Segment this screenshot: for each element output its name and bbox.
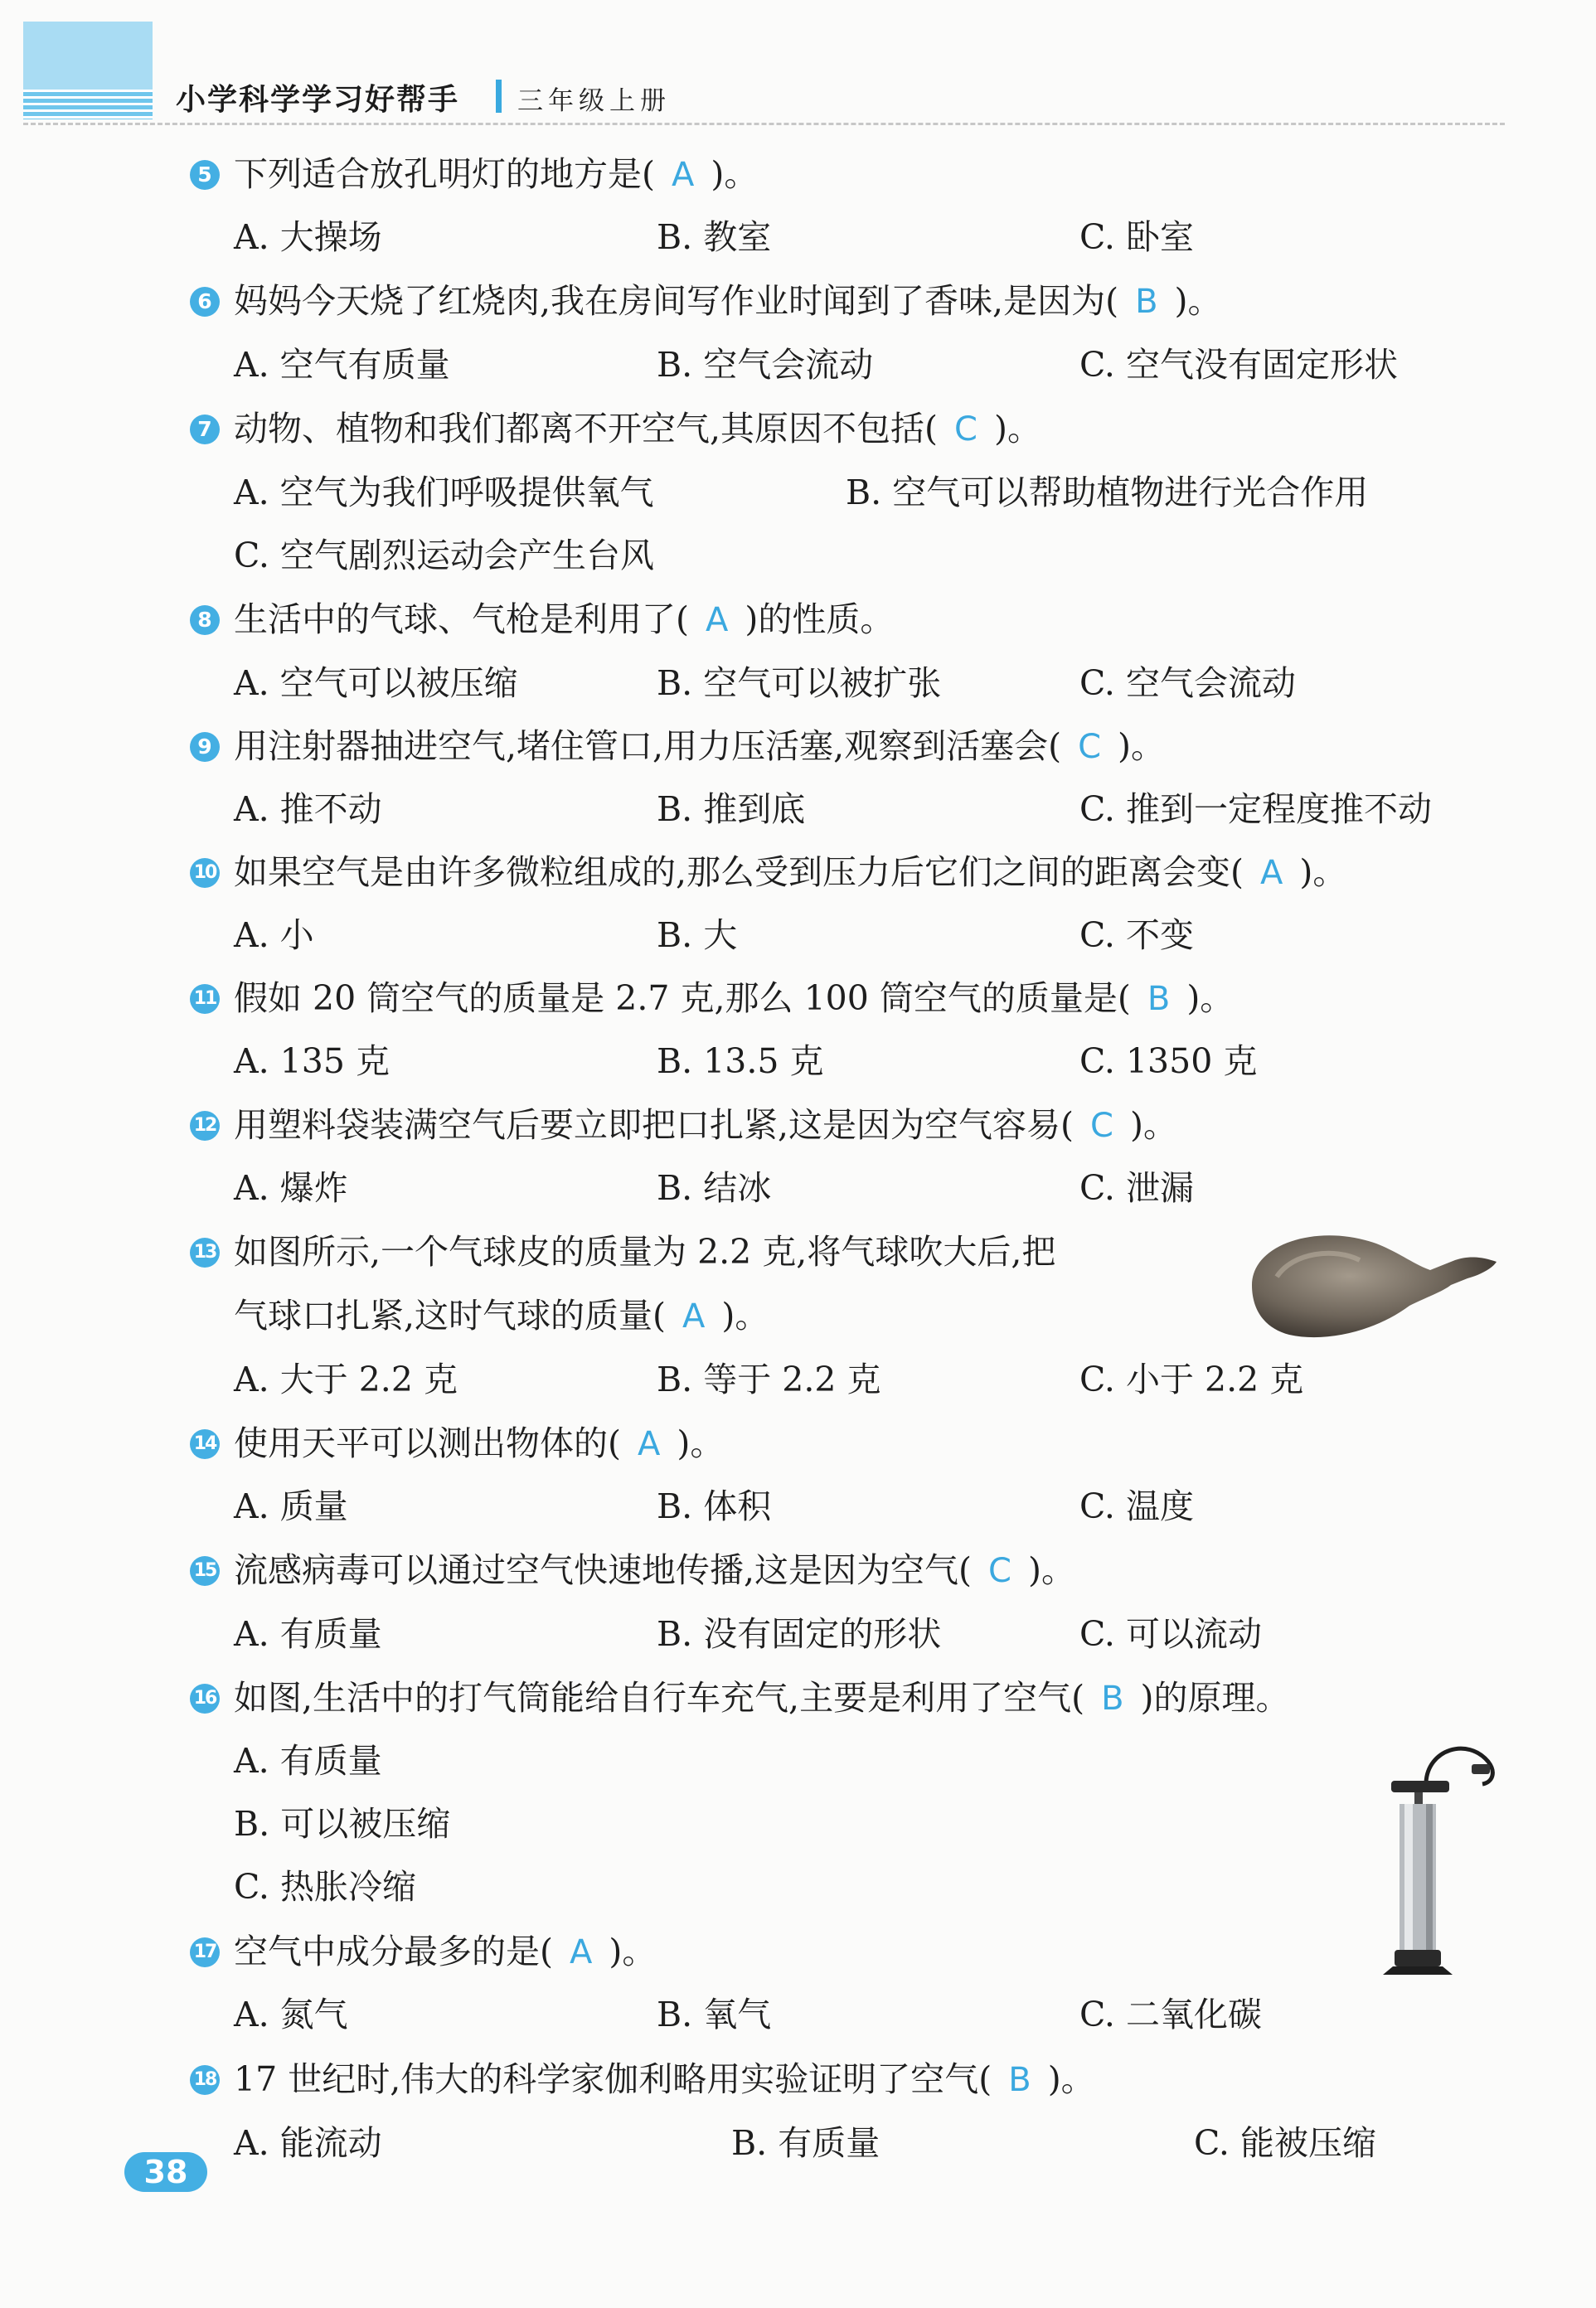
question-number: 8 [190, 605, 220, 635]
question-number: 12 [190, 1111, 220, 1141]
option: C. 温度 [1079, 1486, 1194, 1526]
question-10: 10 如果空气是由许多微粒组成的,那么受到压力后它们之间的距离会变( A )。 [0, 846, 1596, 899]
options-7-cont [0, 529, 1596, 582]
answer: A [570, 1933, 593, 1971]
answer: A [682, 1297, 706, 1336]
option: C. 卧室 [1079, 217, 1194, 257]
option: C. 可以流动 [1079, 1614, 1262, 1654]
question-15: 15 流感病毒可以通过空气快速地传播,这是因为空气( C )。 [0, 1544, 1596, 1597]
options-12 [0, 1161, 1596, 1215]
question-11: 11 假如 20 筒空气的质量是 2.7 克,那么 100 筒空气的质量是( B )。 [0, 972, 1596, 1025]
answer: A [638, 1425, 661, 1463]
option: C. 推到一定程度推不动 [1079, 789, 1432, 829]
book-subtitle: 三年级上册 [517, 86, 671, 116]
answer: B [1101, 1680, 1124, 1718]
question-17: 17 空气中成分最多的是( A )。 [0, 1925, 1596, 1978]
option: A. 小 [234, 915, 314, 955]
answer: C [988, 1552, 1011, 1590]
option: B. 等于 2.2 克 [657, 1360, 881, 1399]
header-divider [496, 80, 502, 113]
answer: B [1135, 283, 1158, 321]
option: C. 不变 [1079, 915, 1194, 955]
question-13: 13 如图所示,一个气球皮的质量为 2.2 克,将气球吹大后,把 [0, 1225, 1596, 1278]
header-stripes [23, 90, 153, 119]
options-16-b [0, 1797, 1596, 1850]
answer: B [1147, 980, 1171, 1018]
option: C. 空气剧烈运动会产生台风 [234, 536, 654, 575]
option: A. 空气有质量 [234, 345, 450, 385]
option: A. 空气为我们呼吸提供氧气 [234, 473, 654, 512]
option: B. 推到底 [657, 789, 806, 829]
option: A. 能流动 [234, 2123, 382, 2163]
option: B. 有质量 [731, 2123, 880, 2163]
option: A. 有质量 [234, 1614, 382, 1654]
option: B. 没有固定的形状 [657, 1614, 942, 1654]
option: C. 小于 2.2 克 [1079, 1360, 1304, 1399]
question-number: 15 [190, 1556, 220, 1586]
question-13-cont: 气球口扎紧,这时气球的质量( A )。 [234, 1296, 769, 1336]
page-number: 38 [124, 2152, 207, 2192]
answer: B [1008, 2061, 1031, 2099]
question-number: 18 [190, 2065, 220, 2095]
question-6: 6 妈妈今天烧了红烧肉,我在房间写作业时闻到了香味,是因为( B )。 [0, 274, 1596, 327]
option: B. 空气可以帮助植物进行光合作用 [846, 473, 1369, 512]
balloon-image [1244, 1219, 1509, 1360]
option: A. 空气可以被压缩 [234, 663, 518, 703]
options-11 [0, 1035, 1596, 1088]
question-number: 6 [190, 287, 220, 317]
options-14 [0, 1480, 1596, 1533]
question-8: 8 生活中的气球、气枪是利用了( A )的性质。 [0, 593, 1596, 646]
question-number: 11 [190, 984, 220, 1014]
option: B. 空气会流动 [657, 345, 874, 385]
option: A. 推不动 [234, 789, 382, 829]
option: B. 体积 [657, 1486, 772, 1526]
question-number: 16 [190, 1684, 220, 1714]
option: A. 爆炸 [234, 1168, 348, 1208]
option: A. 大操场 [234, 217, 382, 257]
option: C. 泄漏 [1079, 1168, 1194, 1208]
options-9 [0, 783, 1596, 836]
options-16-a [0, 1734, 1596, 1787]
question-number: 13 [190, 1238, 220, 1268]
options-6 [0, 338, 1596, 391]
answer: A [1260, 854, 1283, 892]
question-18: 18 17 世纪时,伟大的科学家伽利略用实验证明了空气( B )。 [0, 2053, 1596, 2106]
question-7: 7 动物、植物和我们都离不开空气,其原因不包括( C )。 [0, 402, 1596, 455]
question-number: 17 [190, 1937, 220, 1967]
options-7 [0, 466, 1596, 519]
question-14: 14 使用天平可以测出物体的( A )。 [0, 1417, 1596, 1470]
option: B. 空气可以被扩张 [657, 663, 942, 703]
option: B. 氧气 [657, 1995, 772, 2034]
options-5 [0, 211, 1596, 264]
answer: C [954, 410, 977, 449]
answer: A [672, 156, 695, 194]
answer: C [1078, 728, 1102, 766]
option: B. 可以被压缩 [234, 1804, 451, 1844]
option: C. 1350 克 [1079, 1041, 1258, 1081]
options-17 [0, 1988, 1596, 2041]
options-15 [0, 1607, 1596, 1661]
question-16: 16 如图,生活中的打气筒能给自行车充气,主要是利用了空气( B )的原理。 [0, 1671, 1596, 1724]
option: C. 能被压缩 [1194, 2123, 1376, 2163]
options-10 [0, 909, 1596, 962]
book-title: 小学科学学习好帮手 [176, 83, 460, 117]
options-8 [0, 657, 1596, 710]
header-rule [23, 123, 1505, 125]
answer: A [706, 601, 729, 639]
option: B. 13.5 克 [657, 1041, 824, 1081]
option: C. 二氧化碳 [1079, 1995, 1262, 2034]
option: A. 135 克 [234, 1041, 390, 1081]
option: C. 空气没有固定形状 [1079, 345, 1398, 385]
question-9: 9 用注射器抽进空气,堵住管口,用力压活塞,观察到活塞会( C )。 [0, 720, 1596, 773]
options-16-c [0, 1860, 1596, 1913]
option: B. 大 [657, 915, 738, 955]
question-number: 10 [190, 858, 220, 888]
answer: C [1090, 1107, 1113, 1145]
question-number: 14 [190, 1429, 220, 1459]
option: C. 热胀冷缩 [234, 1867, 416, 1907]
option: B. 教室 [657, 217, 772, 257]
option: B. 结冰 [657, 1168, 772, 1208]
question-12: 12 用塑料袋装满空气后要立即把口扎紧,这是因为空气容易( C )。 [0, 1098, 1596, 1152]
options-13 [0, 1353, 1596, 1406]
option: A. 大于 2.2 克 [234, 1360, 458, 1399]
option: A. 氮气 [234, 1995, 348, 2034]
question-number: 5 [190, 160, 220, 190]
question-number: 9 [190, 732, 220, 762]
question-number: 7 [190, 415, 220, 444]
options-18 [0, 2116, 1596, 2170]
option: C. 空气会流动 [1079, 663, 1296, 703]
question-5: 5 下列适合放孔明灯的地方是( A )。 [0, 148, 1596, 201]
option: A. 有质量 [234, 1741, 382, 1781]
option: A. 质量 [234, 1486, 348, 1526]
